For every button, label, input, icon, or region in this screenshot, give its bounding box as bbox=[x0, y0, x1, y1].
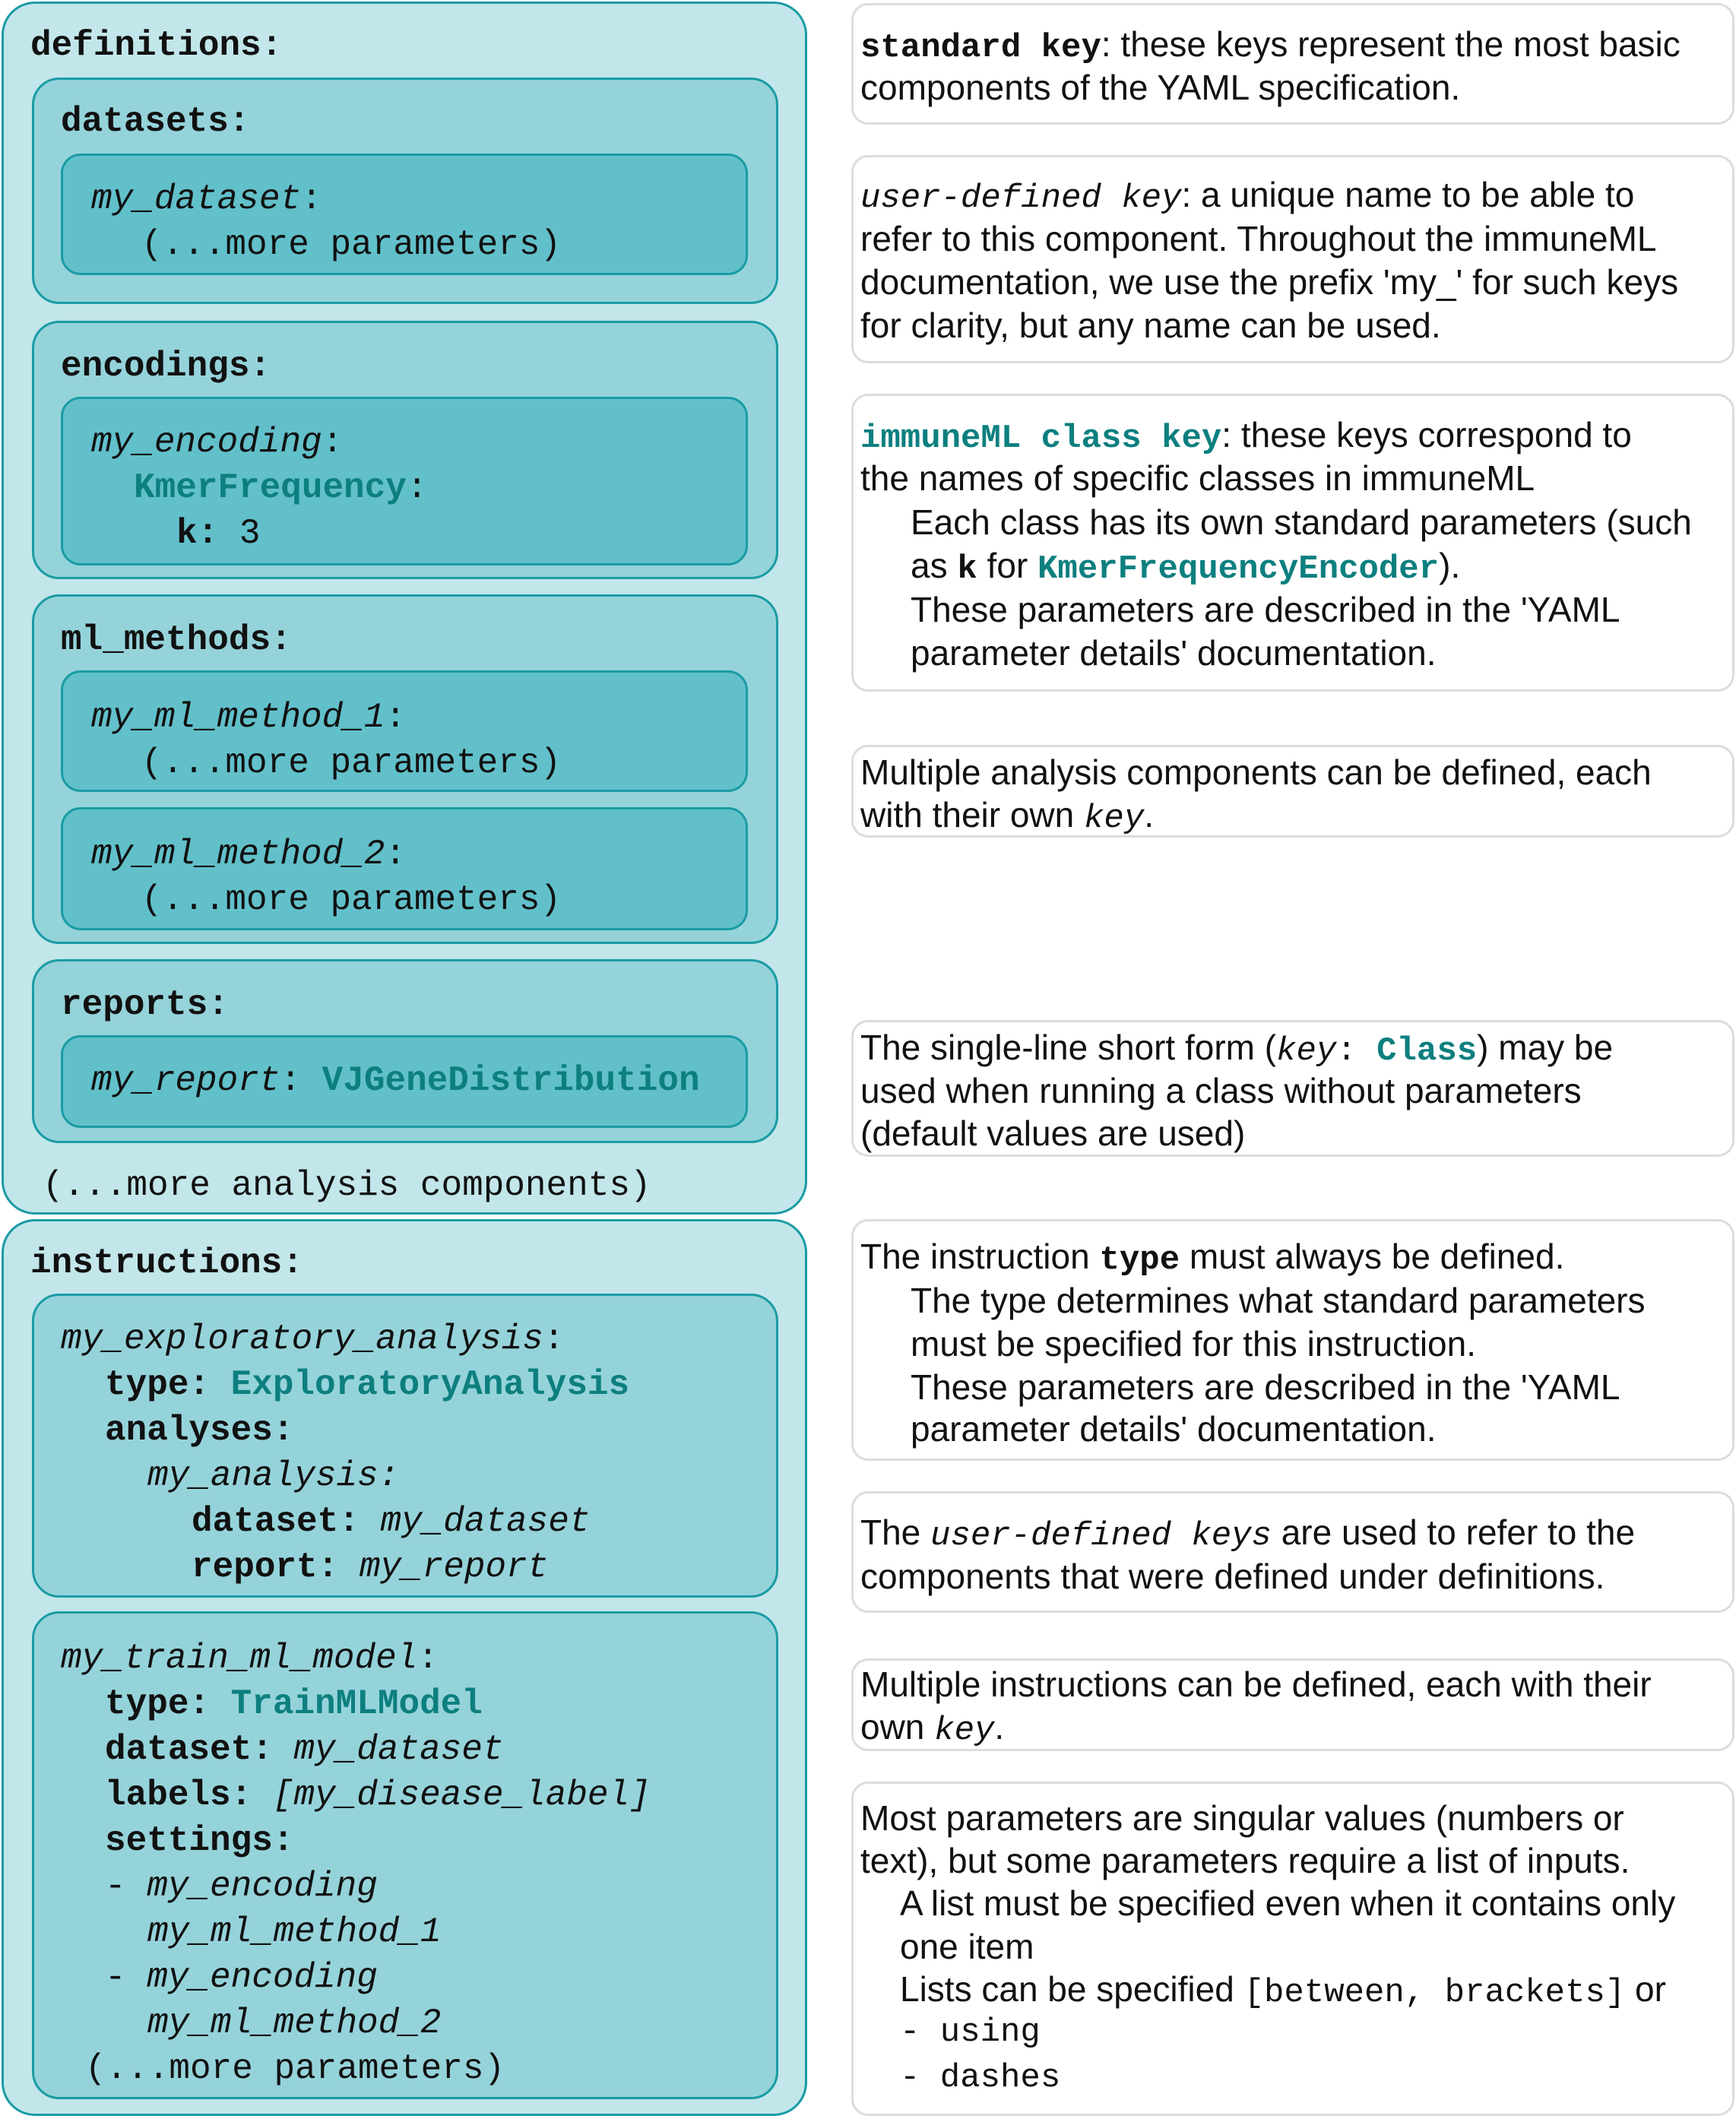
ml-methods-heading: ml_methods: bbox=[61, 620, 292, 660]
ml-method-1-params: (...more parameters) bbox=[141, 743, 562, 783]
report-key: my_report: VJGeneDistribution bbox=[91, 1061, 700, 1101]
train-key: my_train_ml_model: bbox=[61, 1639, 439, 1678]
exploratory-analyses: analyses: bbox=[105, 1411, 294, 1450]
exploratory-type: type: ExploratoryAnalysis bbox=[105, 1365, 630, 1405]
more-components: (...more analysis components) bbox=[43, 1166, 651, 1205]
note-instr-line-2: own key. bbox=[860, 1707, 1005, 1750]
note-short-line-2: used when running a class without parameters bbox=[860, 1071, 1582, 1110]
note-refer-line-1: The user-defined keys are used to refer to the bbox=[860, 1512, 1636, 1555]
analysis-dataset: dataset: my_dataset bbox=[192, 1502, 591, 1541]
note-short-line-3: (default values are used) bbox=[860, 1113, 1246, 1153]
note-class-line-3: Each class has its own standard parameters (such bbox=[911, 502, 1692, 542]
note-list-line-4: one item bbox=[900, 1927, 1034, 1966]
train-settings: settings: bbox=[105, 1821, 294, 1861]
note-user-line-4: for clarity, but any name can be used. bbox=[860, 306, 1441, 345]
note-type-line-1: The instruction type must always be defined. bbox=[860, 1237, 1565, 1279]
note-type-line-5: parameter details' documentation. bbox=[911, 1409, 1437, 1449]
note-class-line-5: These parameters are described in the 'YAML bbox=[911, 590, 1620, 629]
definitions-heading: definitions: bbox=[30, 26, 283, 65]
datasets-heading: datasets: bbox=[61, 102, 250, 141]
note-short-line-1: The single-line short form (key: Class) may be bbox=[860, 1028, 1614, 1070]
train-labels: labels: [my_disease_label] bbox=[105, 1775, 651, 1815]
note-class-line-2: the names of specific classes in immuneML bbox=[860, 458, 1535, 498]
train-type: type: TrainMLModel bbox=[105, 1684, 483, 1724]
setting-2-method: my_ml_method_2 bbox=[147, 2003, 442, 2043]
encoding-class: KmerFrequency: bbox=[134, 468, 428, 508]
note-list-line-5: Lists can be specified [between, brackets] or bbox=[900, 1969, 1666, 2012]
note-type-line-4: These parameters are described in the 'YAML bbox=[911, 1367, 1620, 1407]
note-list-line-3: A list must be specified even when it contains only bbox=[900, 1883, 1676, 1923]
note-type-line-3: must be specified for this instruction. bbox=[911, 1324, 1476, 1364]
encoding-key: my_encoding: bbox=[91, 423, 344, 462]
instructions-heading: instructions: bbox=[30, 1243, 303, 1283]
train-more-params: (...more parameters) bbox=[85, 2049, 505, 2089]
exploratory-key: my_exploratory_analysis: bbox=[61, 1319, 565, 1359]
encoding-param: k: 3 bbox=[176, 514, 261, 553]
note-multiple-line-1: Multiple analysis components can be defined, each bbox=[860, 752, 1652, 792]
dataset-key: my_dataset: bbox=[91, 179, 322, 219]
note-class-line-1: immuneML class key: these keys correspond to bbox=[860, 415, 1632, 458]
ml-method-2-params: (...more parameters) bbox=[141, 880, 562, 920]
setting-1-encoding: - my_encoding bbox=[105, 1867, 378, 1906]
encodings-heading: encodings: bbox=[61, 347, 271, 386]
setting-1-method: my_ml_method_1 bbox=[147, 1912, 442, 1952]
note-list-line-6: - using bbox=[900, 2013, 1041, 2051]
note-user-line-2: refer to this component. Throughout the immuneML bbox=[860, 219, 1657, 258]
note-list-line-2: text), but some parameters require a list of inputs. bbox=[860, 1841, 1630, 1880]
note-multiple-line-2: with their own key. bbox=[860, 795, 1155, 838]
analysis-name: my_analysis: bbox=[147, 1456, 400, 1496]
note-standard-line-1: standard key: these keys represent the most basic bbox=[860, 24, 1681, 67]
note-user-line-1: user-defined key: a unique name to be able to bbox=[860, 175, 1635, 217]
note-refer-line-2: components that were defined under definitions. bbox=[860, 1557, 1605, 1596]
note-standard-line-2: components of the YAML specification. bbox=[860, 68, 1461, 107]
note-user-line-3: documentation, we use the prefix 'my_' for such keys bbox=[860, 262, 1679, 302]
note-class-line-6: parameter details' documentation. bbox=[911, 633, 1437, 673]
note-list-line-7: - dashes bbox=[900, 2059, 1061, 2097]
ml-method-1-key: my_ml_method_1: bbox=[91, 698, 407, 737]
note-class-line-4: as k for KmerFrequencyEncoder). bbox=[911, 546, 1461, 588]
train-dataset: dataset: my_dataset bbox=[105, 1730, 504, 1769]
ml-method-2-key: my_ml_method_2: bbox=[91, 835, 407, 874]
dataset-params: (...more parameters) bbox=[141, 225, 562, 264]
note-type-line-2: The type determines what standard parameters bbox=[911, 1281, 1646, 1320]
note-instr-line-1: Multiple instructions can be defined, each with their bbox=[860, 1664, 1652, 1704]
setting-2-encoding: - my_encoding bbox=[105, 1958, 378, 1997]
analysis-report: report: my_report bbox=[192, 1547, 549, 1587]
note-list-line-1: Most parameters are singular values (numbers or bbox=[860, 1798, 1624, 1838]
reports-heading: reports: bbox=[61, 985, 229, 1025]
